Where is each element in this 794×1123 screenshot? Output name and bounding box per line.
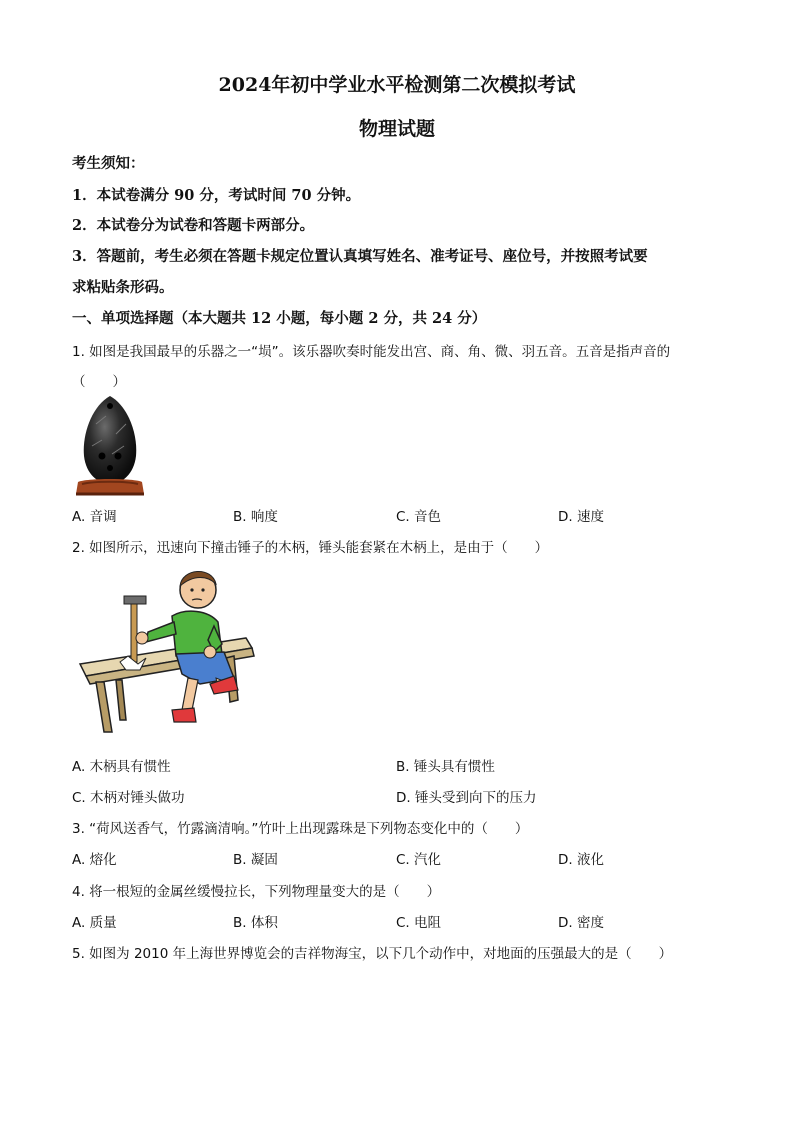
question-1-option-d[interactable]: D. 速度 xyxy=(558,509,604,525)
question-5-stem: 5. 如图为 2010 年上海世界博览会的吉祥物海宝，以下几个动作中，对地面的压强最大的是（ ） xyxy=(72,946,673,962)
question-1-stem: 1. 如图是我国最早的乐器之一“埙”。该乐器吹奏时能发出宫、商、角、微、羽五音。五音是指声音的 xyxy=(72,344,671,360)
question-2-option-d[interactable]: D. 锤头受到向下的压力 xyxy=(396,790,537,806)
question-4-option-d[interactable]: D. 密度 xyxy=(558,915,604,931)
question-1-paren: （ ） xyxy=(72,374,126,390)
section-heading: 一、单项选择题（本大题共 12 小题，每小题 2 分，共 24 分） xyxy=(72,310,487,327)
question-3-option-a[interactable]: A. 熔化 xyxy=(72,852,117,868)
exam-title: 2024年初中学业水平检测第二次模拟考试 xyxy=(218,74,576,96)
question-4-option-a[interactable]: A. 质量 xyxy=(72,915,117,931)
notice-item-2: 2．本试卷分为试卷和答题卡两部分。 xyxy=(72,217,315,234)
notice-item-1: 1．本试卷满分 90 分，考试时间 70 分钟。 xyxy=(72,187,361,204)
question-4-option-b[interactable]: B. 体积 xyxy=(233,915,278,931)
question-3-option-c[interactable]: C. 汽化 xyxy=(396,852,442,868)
question-4-option-c[interactable]: C. 电阻 xyxy=(396,915,442,931)
question-3-stem: 3. “荷风送香气，竹露滴清响。”竹叶上出现露珠是下列物态变化中的（ ） xyxy=(72,821,529,837)
notice-item-3-cont: 求粘贴条形码。 xyxy=(72,279,174,296)
question-1-option-a[interactable]: A. 音调 xyxy=(72,509,117,525)
question-2-option-a[interactable]: A. 木柄具有惯性 xyxy=(72,759,171,775)
notice-item-3: 3．答题前，考生必须在答题卡规定位置认真填写姓名、准考证号、座位号，并按照考试要 xyxy=(72,248,648,265)
boy-hammering-icon xyxy=(76,560,256,736)
question-2-option-c[interactable]: C. 木柄对锤头做功 xyxy=(72,790,185,806)
question-1-option-b[interactable]: B. 响度 xyxy=(233,509,278,525)
notice-heading: 考生须知： xyxy=(72,155,145,172)
question-3-option-b[interactable]: B. 凝固 xyxy=(233,852,278,868)
question-2-stem: 2. 如图所示，迅速向下撞击锤子的木柄，锤头能套紧在木柄上，是由于（ ） xyxy=(72,540,549,556)
question-4-stem: 4. 将一根短的金属丝缓慢拉长，下列物理量变大的是（ ） xyxy=(72,884,441,900)
xun-ocarina-icon xyxy=(72,394,148,498)
question-2-option-b[interactable]: B. 锤头具有惯性 xyxy=(396,759,495,775)
exam-subject: 物理试题 xyxy=(358,118,435,140)
question-1-option-c[interactable]: C. 音色 xyxy=(396,509,442,525)
question-3-option-d[interactable]: D. 液化 xyxy=(558,852,604,868)
